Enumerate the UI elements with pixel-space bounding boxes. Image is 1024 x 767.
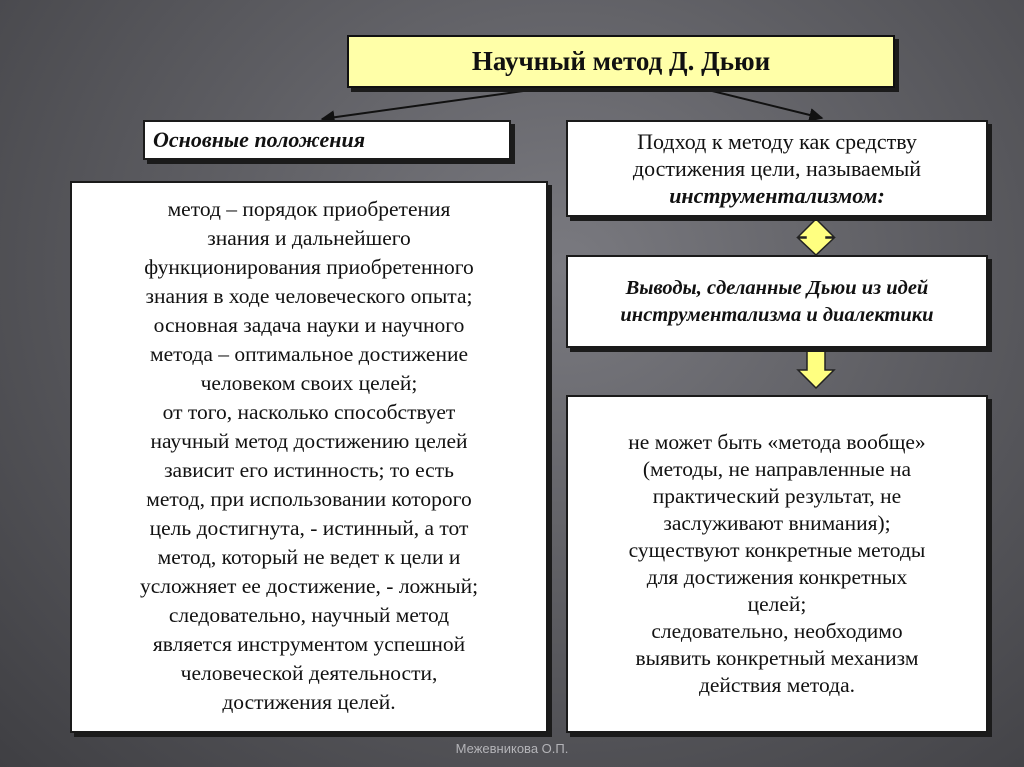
main-provisions-heading-text: Основные положения (153, 127, 366, 152)
instrumentalism-line-2: достижения цели, называемый (632, 156, 922, 181)
connector-left-arrow (322, 88, 545, 119)
footer-author: Межевникова О.П. (455, 741, 569, 756)
main-provisions-body (70, 181, 548, 733)
main-provisions-heading (143, 120, 511, 160)
conclusions-body (566, 395, 988, 733)
diagram-title-text: Научный метод Д. Дьюи (471, 46, 771, 76)
down-arrow-icon (798, 351, 834, 388)
instrumentalism-emphasis: инструментализмом: (669, 183, 885, 208)
diagram-title (347, 35, 895, 88)
instrumentalism-line-1: Подход к методу как средству (637, 129, 917, 154)
connector-right-arrow (700, 88, 822, 118)
conclusions-text: Выводы, сделанные Дьюи из идей инструментализма и диалектики (620, 276, 934, 326)
conclusions-body-text: не может быть «метода вообще» (методы, не направленные на практический результат, не заслуживают внимания); существуют конкретные методы для достижения конкретных целей; следовательно, необходимо выявить конкретный механизм действия метода. (628, 430, 926, 697)
conclusions-box (566, 255, 988, 348)
main-provisions-text: метод – порядок приобретения знания и дальнейшего функционирования приобретенного знания в ходе человеческого опыта; основная задача науки и научного метода – оптимальное достижение человеком своих целей; от того, насколько способствует научный метод достижению целей зависит его истинность; то есть метод, при использовании которого цель достигнута, - истинный, а тот метод, который не ведет к цели и усложняет ее достижение, - ложный; следовательно, научный метод является инструментом успешной человеческой деятельности, достижения целей. (139, 197, 479, 714)
double-arrow-icon (798, 219, 834, 255)
instrumentalism-heading (566, 120, 988, 217)
